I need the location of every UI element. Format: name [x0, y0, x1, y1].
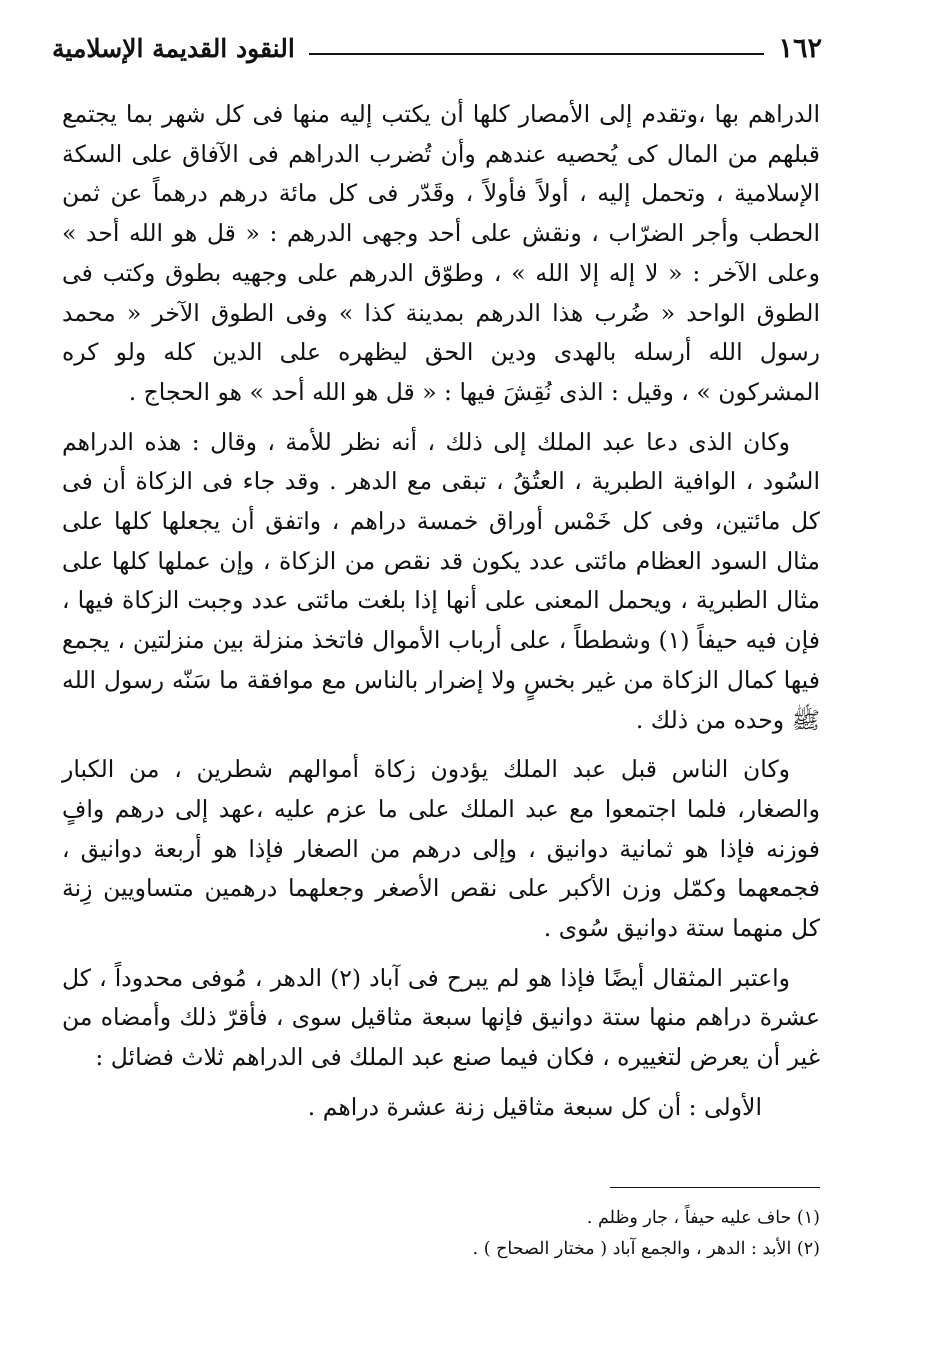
body-text — [62, 95, 820, 1138]
header-rule — [309, 53, 765, 55]
paragraph-3: وكان الناس قبل عبد الملك يؤدون زكاة أموالهم شطرين ، من الكبار والصغار، فلما اجتمعوا مع عبد الملك على ما عزم عليه ،عهد إلى درهم وافٍ فوزنه فإذا هو ثمانية دوانيق ، وإلى درهم من الصغار فإذا هو أربعة دوانيق ، فجمعهما وكمّل وزن الأكبر على نقص الأصغر وجعلهما درهمين متساويين زِنة كل منهما ستة دوانيق سُوى . — [62, 755, 820, 943]
running-title: النقود القديمة الإسلامية — [52, 33, 295, 63]
footnotes — [62, 1203, 820, 1265]
paragraph-4: واعتبر المثقال أيضًا فإذا هو لم يبرح فى آباد (٢) الدهر ، مُوفى محدوداً ، كل عشرة دراهم منها ستة دوانيق فإنها سبعة مثاقيل سوى ، فأقرّ ذلك وأمضاه من غير أن يعرض لتغييره ، فكان فيما صنع عبد الملك فى الدراهم ثلاث فضائل : — [62, 963, 820, 1072]
page-number: ١٦٢ — [778, 32, 822, 64]
page-header — [52, 28, 822, 68]
footnote-2: (٢) الأبد : الدهر ، والجمع آباد ( مختار الصحاح ) . — [472, 1239, 820, 1259]
paragraph-2: وكان الذى دعا عبد الملك إلى ذلك ، أنه نظر للأمة ، وقال : هذه الدراهم السُود ، الوافية الطبرية ، العتُقُ ، تبقى مع الدهر . وقد جاء فى الزكاة أن فى كل مائتين، وفى كل خَمْس أوراق خمسة دراهم ، واتفق أن يجعلها كلها على مثال السود العظام مائتى عدد يكون قد نقص من الزكاة ، وإن عملها كلها على مثال الطبرية ، ويحمل المعنى على أنها إذا بلغت مائتى عدد وجبت الزكاة فيها ، فإن فيه حيفاً (١) وشططاً ، على أرباب الأموال فاتخذ منزلة بين منزلتين ، يجمع فيها كمال الزكاة من غير بخسٍ ولا إضرار بالناس مع موافقة ما سَنّه رسول الله ﷺ وحده من ذلك . — [62, 427, 820, 734]
paragraph-1: الدراهم بها ،وتقدم إلى الأمصار كلها أن يكتب إليه منها فى كل شهر بما يجتمع قبلهم من المال كى يُحصيه عندهم وأن تُضرب الدراهم فى الآفاق على السكة الإسلامية ، وتحمل إليه ، أولاً فأولاً ، وقَدّر فى كل مائة درهم درهماً عن ثمن الحطب وأجر الضرّاب ، ونقش على أحد وجهى الدرهم : « قل هو الله أحد » وعلى الآخر : « لا إله إلا الله » ، وطوّق الدرهم على وجهيه بطوق وكتب فى الطوق الواحد « ضُرب هذا الدرهم بمدينة كذا » وفى الطوق الآخر « محمد رسول الله أرسله بالهدى ودين الحق ليظهره على الدين كله ولو كره المشركون » ، وقيل : الذى نُقِشَ فيها : « قل هو الله أحد » هو الحجاج . — [62, 100, 820, 406]
footnote-rule — [610, 1187, 820, 1188]
footnote-1: (١) حاف عليه حيفاً ، جار وظلم . — [586, 1208, 820, 1228]
paragraph-5: الأولى : أن كل سبعة مثاقيل زنة عشرة دراهم . — [307, 1092, 762, 1121]
